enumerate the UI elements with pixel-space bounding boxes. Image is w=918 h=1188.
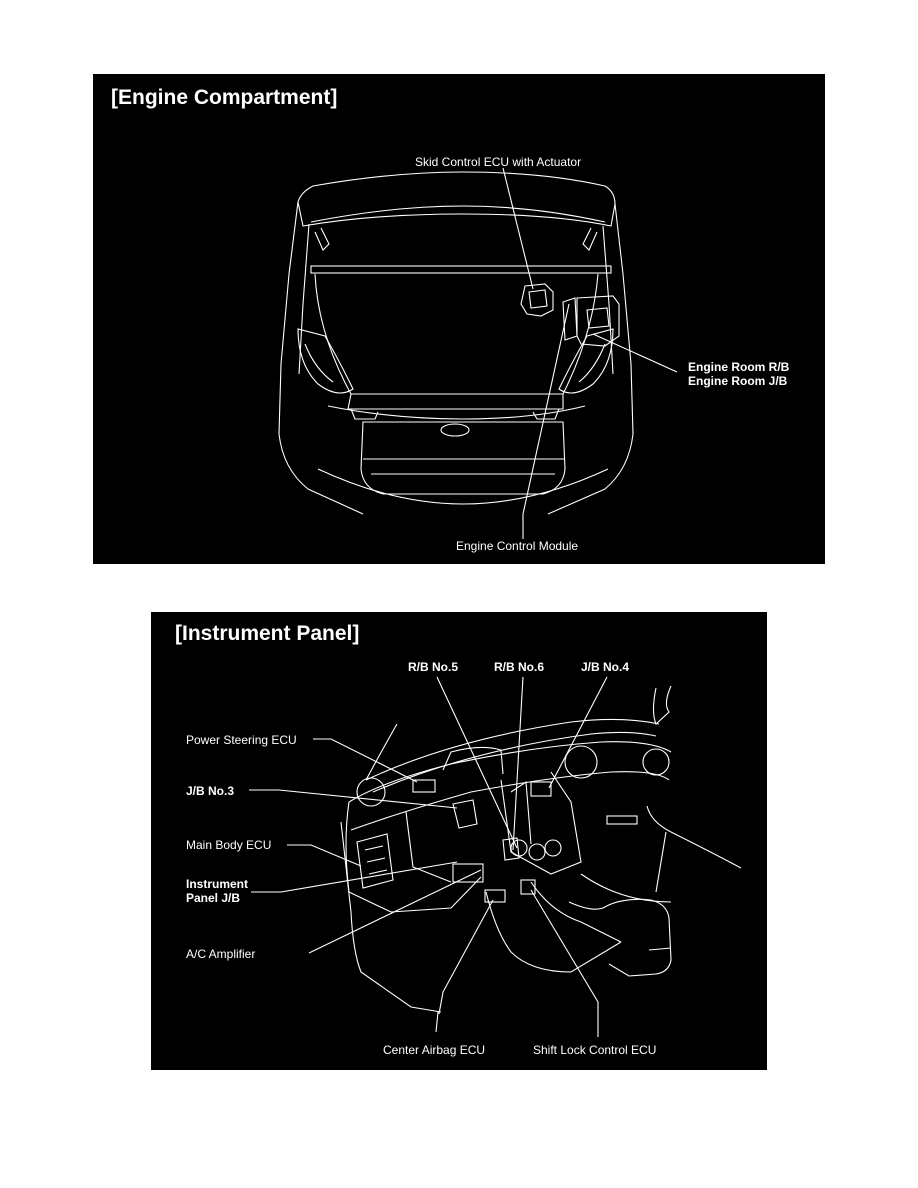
label-rb-no5: R/B No.5 — [408, 660, 459, 674]
engine-compartment-title: [Engine Compartment] — [111, 86, 338, 109]
label-rb-no6: R/B No.6 — [494, 660, 545, 674]
label-ac-amplifier: A/C Amplifier — [186, 947, 256, 961]
left-kick-panel — [341, 822, 441, 1012]
skid-control-actuator-shape — [521, 284, 553, 316]
leader-main-body — [287, 845, 361, 866]
gauge-left — [357, 778, 385, 806]
label-skid-control-ecu: Skid Control ECU with Actuator — [415, 155, 582, 169]
headlamp-right — [559, 329, 613, 393]
hood-outline — [298, 172, 615, 226]
meter-hood — [443, 747, 503, 774]
label-power-steering-ecu: Power Steering ECU — [186, 733, 297, 747]
gauge-center — [565, 746, 597, 778]
leader-instrument-panel-jb — [251, 862, 457, 892]
front-grille — [361, 422, 565, 494]
label-main-body-ecu: Main Body ECU — [186, 838, 272, 852]
label-center-airbag-ecu: Center Airbag ECU — [383, 1043, 486, 1057]
leader-rb-no6 — [513, 677, 523, 850]
leader-jb-no4 — [549, 677, 607, 788]
headlamp-left — [298, 329, 353, 393]
leader-center-airbag — [439, 900, 493, 1014]
vent-right — [643, 749, 669, 775]
engine-compartment-drawing — [93, 74, 825, 564]
label-instrument-panel-jb-line1: Instrument — [186, 877, 249, 891]
jb-no4-shape — [531, 782, 551, 796]
instrument-panel-diagram — [151, 612, 767, 1070]
label-jb-no3: J/B No.3 — [186, 784, 235, 798]
main-body-ecu-shape — [357, 834, 393, 888]
label-engine-room-rb: Engine Room R/B — [688, 360, 790, 374]
leader-power-steering — [313, 739, 417, 782]
engine-compartment-diagram — [93, 74, 825, 564]
leader-skid-control — [503, 168, 533, 289]
leader-shift-lock — [531, 890, 598, 1037]
emblem — [441, 424, 469, 436]
engine-bay-outline — [315, 274, 598, 394]
label-engine-control-module: Engine Control Module — [456, 539, 579, 553]
vent-slot — [607, 816, 637, 824]
label-instrument-panel-jb-line2: Panel J/B — [186, 891, 241, 905]
label-jb-no4: J/B No.4 — [581, 660, 630, 674]
body-left-outline — [279, 202, 363, 514]
a-pillar-right — [654, 686, 672, 724]
shift-lock-control-ecu-shape — [521, 880, 535, 894]
cross-bar — [311, 266, 611, 273]
label-engine-room-jb: Engine Room J/B — [688, 374, 788, 388]
instrument-panel-title: [Instrument Panel] — [175, 622, 360, 645]
jb-no3-shape — [453, 800, 477, 828]
label-shift-lock-control-ecu: Shift Lock Control ECU — [533, 1043, 657, 1057]
engine-control-module-shape — [563, 298, 577, 340]
body-right-outline — [548, 204, 633, 514]
